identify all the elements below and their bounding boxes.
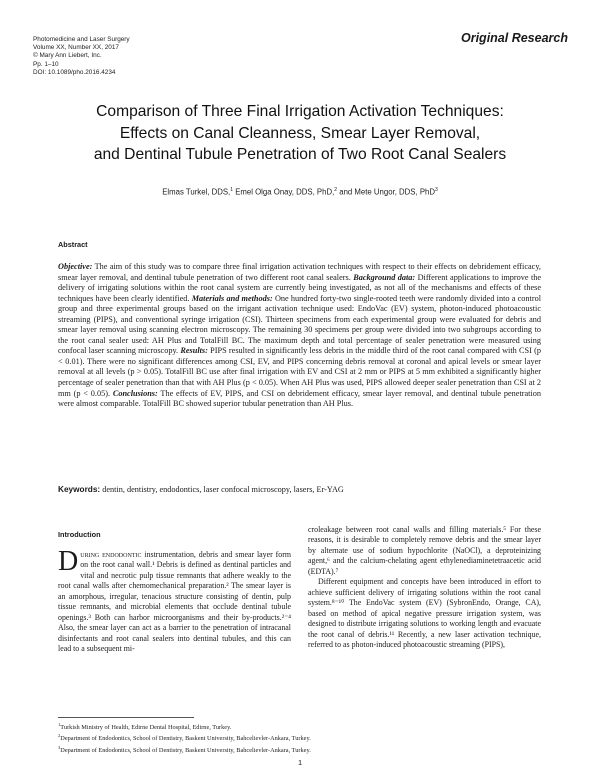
page-number: 1: [297, 758, 303, 767]
keywords-text: dentin, dentistry, endodontics, laser confocal microscopy, lasers, Er-YAG: [102, 485, 344, 494]
doi-link[interactable]: DOI: 10.1089/pho.2016.4234: [33, 68, 116, 76]
affiliation-1: $^1$Turkish Ministry of Health, Edirne Dental Hospital, Edirne, Turkey.: [58, 722, 232, 732]
author-3: and Mete Ungor, DDS, PhD: [339, 187, 436, 197]
conclusions-label: Conclusions:: [112, 388, 158, 398]
author-1: Elmas Turkel, DDS,: [162, 187, 231, 197]
drop-cap: D: [58, 546, 79, 577]
journal-name: Photomedicine and Laser Surgery: [33, 36, 130, 43]
affiliation-2: $^2$Department of Endodontics, School of Dentistry, Baskent University, Bahcelievler-Ankara, Turkey.: [58, 733, 311, 743]
abstract-body: [58, 262, 541, 410]
intro-paragraph-1: [58, 546, 291, 655]
affiliation-3: $^3$Department of Endodontics, School of Dentistry, Baskent University, Bahcelievler-Ankara, Turkey.: [58, 744, 311, 754]
journal-header: [33, 36, 130, 77]
author-2-affil: 2: [334, 187, 338, 193]
intro-paragraph-1-continued: croleakage between root canal walls and filling materials.⁵ For these reasons, it is desirable to completely remove debris and the smear layer by alternate use of sodium hypochlorite (NaOCl), a deproteinizing agent,⁶ and the calcium-chelating agent ethylenediaminetetraacetic acid (EDTA).⁷: [308, 525, 541, 576]
objective-label: Objective:: [58, 262, 93, 271]
copyright-line: © Mary Ann Liebert, Inc.: [33, 52, 102, 60]
background-text: Different applications to improve the delivery of irrigating solutions within the root canal system are currently being investigated, as not all of the mechanisms and effects of these techniques have been clearly identified.: [58, 272, 542, 303]
journal-volume: Volume XX, Number XX, 2017: [33, 44, 119, 52]
page-range: Pp. 1–10: [33, 60, 59, 68]
title-line-3: and Dentinal Tubule Penetration of Two Root Canal Sealers: [93, 146, 507, 163]
abstract-heading: Abstract: [58, 240, 88, 249]
results-label: Results:: [180, 346, 208, 356]
keywords-label: Keywords:: [58, 485, 101, 494]
methods-text: One hundred forty-two single-rooted teeth were randomly divided into a control group and three experimental groups based on the irrigant activation technique used: EndoVac (EV) system, photon-induced photoacoustic streaming (PIPS), and conventional syringe irrigation (CSI). Thirteen specimens from each experimental group were evaluated for debris and smear layer removal using scanning electron microscopy. The remaining 30 specimens per group were divided into two subgroups according to the root canal sealer used: AH Plus and TotalFill BC. The maximum depth and total percentage of sealer penetration were measured using confocal laser scanning microscopy.: [58, 293, 542, 356]
objective-text: The aim of this study was to compare three final irrigation activation techniques with respect to their effects on debridement efficacy, smear layer removal, and dentinal tubule penetration of two different root canal sealers.: [58, 262, 541, 282]
section-badge: Original Research: [461, 31, 568, 45]
body-column-right: [308, 525, 541, 650]
title-line-2: Effects on Canal Cleanness, Smear Layer Removal,: [119, 124, 481, 142]
opening-smallcaps: uring endodontic: [80, 550, 142, 559]
intro-paragraph-1-text: instrumentation, debris and smear layer form on the root canal wall.¹ Debris is defined as dentinal particles and vital and necrotic pulp tissue remnants that adhere weakly to the root canal walls after chemomechanical preparation.² The smear layer is an amorphous, irregular, tenacious structure consisting of dentin, pulp tissue remnants, and microbial elements that occlude dentinal tubule openings.³ Both can harbor microorganisms and their by-products.²⁻⁴ Also, the smear layer can act as a barrier to the penetration of intracanal disinfectants and root canal sealers into dentinal tubules, and this can lead to a subsequent mi-: [58, 550, 291, 654]
intro-paragraph-2: Different equipment and concepts have been introduced in effort to achieve sufficient delivery of irrigating solutions within the root canal system.⁸⁻¹⁰ The EndoVac system (EV) (SybronEndo, Orange, CA), based on method of apical negative pressure irrigation system, was designed to distribute irrigating solutions to working length and evacuate the root canal of debris.¹¹ Recently, a new laser activation technique, referred to as photon-induced photoacoustic streaming (PIPS),: [308, 577, 541, 649]
background-label: Background data:: [353, 272, 416, 282]
footnote-divider: [58, 717, 194, 718]
author-1-affil: 1: [230, 187, 234, 193]
conclusions-text: The effects of EV, PIPS, and CSI on debridement efficacy, smear layer removal, and dentinal tubule penetration were almost comparable. TotalFill BC showed superior tubular penetration than AH Plus.: [58, 388, 541, 409]
body-column-left: [58, 546, 291, 655]
keywords: [58, 485, 541, 496]
author-2: Emel Olga Onay, DDS, PhD,: [235, 187, 335, 197]
author-3-affil: 3: [435, 187, 438, 193]
affiliations: [58, 721, 541, 755]
results-text: PIPS resulted in significantly less debris in the middle third of the root canal compared with CSI (p < 0.01). There were no significant differences among CSI, EV, and PIPS concerning debris removal at coronal and apical levels or smear layer removal at all levels (p > 0.05). TotalFill BC use after final irrigation with EV and CSI at 2 mm or PIPS at 5 mm exhibited a significantly higher percentage of sealer penetration than that with AH Plus (p < 0.05). When AH Plus was used, PIPS allowed deeper sealer penetration than CSI at 2 mm (p < 0.05).: [58, 346, 541, 398]
author-list: [30, 187, 570, 197]
title-line-1: Comparison of Three Final Irrigation Activation Techniques:: [96, 103, 504, 120]
introduction-heading: Introduction: [58, 530, 101, 539]
article-title: [30, 101, 570, 166]
methods-label: Materials and methods:: [191, 293, 273, 303]
